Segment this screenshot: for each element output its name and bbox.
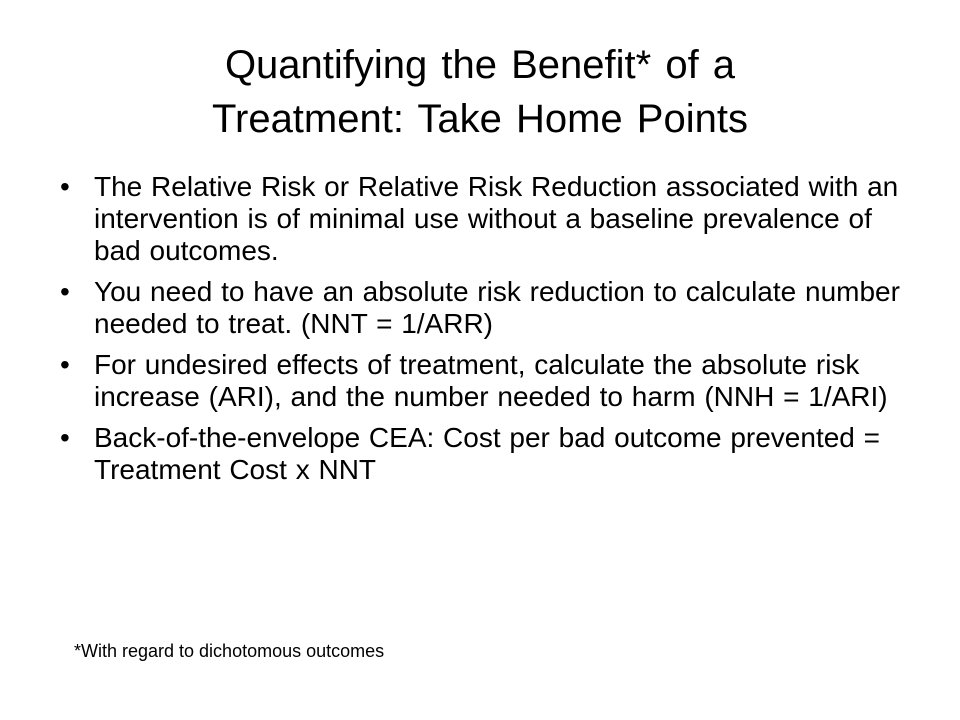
slide-title-line-1: Quantifying the Benefit* of a: [224, 43, 736, 87]
bullet-text: You need to have an absolute risk reduction to calculate number needed to treat. (NNT = 1/ARR): [94, 276, 900, 339]
footnote: *With regard to dichotomous outcomes: [74, 641, 385, 661]
slide-title: [60, 38, 900, 146]
bullet-item: [56, 171, 908, 267]
bullet-item: [56, 276, 908, 340]
bullet-marker: •: [60, 276, 70, 307]
bullet-text: For undesired effects of treatment, calculate the absolute risk increase (ARI), and the number needed to harm (NNH = 1/ARI): [94, 349, 888, 412]
bullet-marker: •: [60, 422, 70, 453]
bullet-text: Back-of-the-envelope CEA: Cost per bad outcome prevented = Treatment Cost x NNT: [94, 422, 880, 485]
bullet-list: [56, 171, 908, 495]
bullet-item: [56, 422, 908, 486]
bullet-marker: •: [60, 349, 70, 380]
slide-title-line-2: Treatment: Take Home Points: [212, 97, 748, 141]
bullet-text: The Relative Risk or Relative Risk Reduction associated with an intervention is of minimal use without a baseline prevalence of bad outcomes.: [94, 171, 899, 266]
bullet-item: [56, 349, 908, 413]
bullet-marker: •: [60, 171, 70, 202]
